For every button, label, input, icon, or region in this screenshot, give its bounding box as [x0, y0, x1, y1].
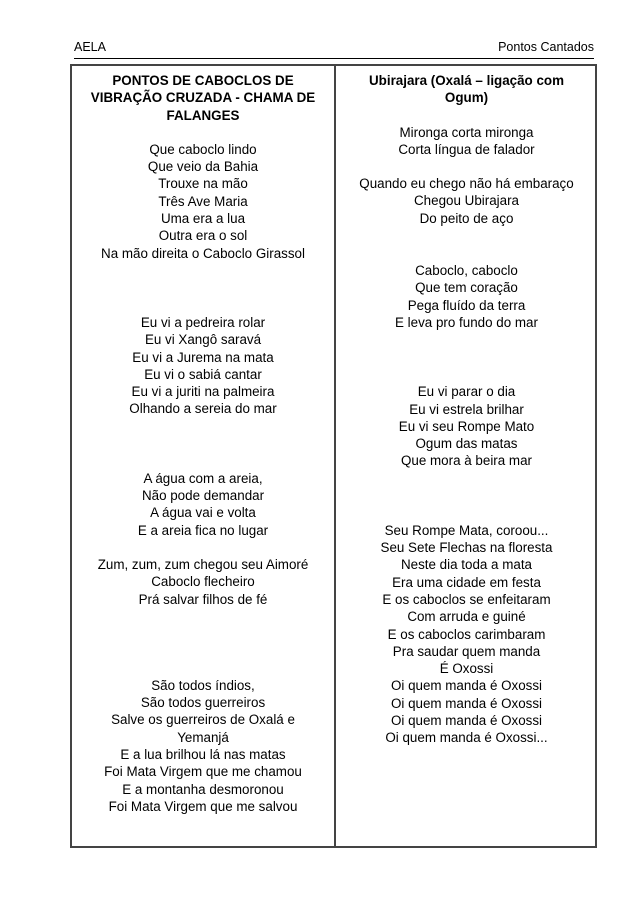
verse-line: Oi quem manda é Oxossi [390, 713, 543, 729]
verse-line: Mironga corta mironga [399, 124, 534, 140]
stanza [336, 124, 597, 159]
verse-line: E leva pro fundo do mar [395, 314, 538, 330]
verse-line: Eu vi estrela brilhar [409, 401, 524, 417]
stanza [336, 383, 597, 469]
verse-line: Eu vi seu Rompe Mato [398, 418, 535, 434]
verse-line: E os caboclos carimbaram [387, 626, 546, 642]
verse-line: Caboclo, caboclo [415, 263, 518, 279]
verse-line: Caboclo flecheiro [151, 574, 255, 590]
verse-line: Eu vi parar o dia [417, 384, 516, 400]
right-title [336, 72, 597, 107]
stanza [336, 262, 597, 331]
title-line: PONTOS DE CABOCLOS DE [112, 73, 294, 88]
verse-line: Do peito de aço [419, 210, 514, 226]
verse-line: A água com a areia, [143, 470, 263, 486]
title-line: Ogum) [444, 90, 489, 106]
verse-line: Outra era o sol [158, 228, 248, 244]
verse-line: Zum, zum, zum chegou seu Aimoré [97, 556, 309, 572]
left-column [72, 66, 334, 815]
verse-line: Pra saudar quem manda [392, 643, 541, 659]
verse-line: Eu vi a pedreira rolar [140, 314, 266, 330]
verse-line: Trouxe na mão [158, 176, 248, 192]
verse-line: Que mora à beira mar [401, 453, 532, 469]
verse-line: Era uma cidade em festa [392, 574, 541, 590]
verse-line: Oi quem manda é Oxossi [390, 678, 543, 694]
verse-line: Salve os guerreiros de Oxalá e [111, 712, 295, 728]
verse-line: Oi quem manda é Oxossi [390, 695, 543, 711]
verse-line: Neste dia toda a mata [400, 557, 532, 573]
verse-line: Eu vi o sabiá cantar [144, 366, 262, 382]
verse-line: Com arruda e guiné [407, 609, 526, 625]
verse-line: Uma era a lua [160, 211, 246, 227]
stanza [336, 175, 597, 227]
verse-line: Quando eu chego não há embaraço [359, 176, 574, 192]
title-line: VIBRAÇÃO CRUZADA - CHAMA DE [90, 90, 316, 106]
verse-line: Foi Mata Virgem que me chamou [104, 764, 302, 780]
page-header [74, 40, 594, 59]
left-title [72, 72, 334, 124]
title-line: FALANGES [166, 107, 240, 123]
verse-line: Que veio da Bahia [147, 159, 259, 175]
header-org: AELA [74, 40, 106, 54]
verse-line: Chegou Ubirajara [414, 193, 519, 209]
verse-line: Foi Mata Virgem que me salvou [108, 798, 298, 814]
verse-line: E a areia fica no lugar [137, 522, 269, 538]
verse-line: Eu vi a Jurema na mata [132, 349, 274, 365]
verse-line: Que caboclo lindo [149, 141, 257, 157]
verse-line: Eu vi a juriti na palmeira [131, 384, 275, 400]
verse-line: Olhando a sereia do mar [129, 401, 277, 417]
verse-line: Corta língua de falador [398, 141, 535, 157]
verse-line: Três Ave Maria [158, 193, 248, 209]
verse-line: Eu vi Xangô saravá [144, 332, 262, 348]
stanza [72, 470, 334, 539]
verse-line: Oi quem manda é Oxossi... [385, 730, 548, 746]
title-line: Ubirajara (Oxalá – ligação com [369, 73, 564, 88]
verse-line: Não pode demandar [141, 488, 265, 504]
verse-line: Na mão direita o Caboclo Girassol [101, 245, 305, 261]
stanza [336, 522, 597, 747]
verse-line: Yemanjá [177, 729, 229, 745]
stanza [72, 141, 334, 262]
verse-line: Seu Rompe Mata, coroou... [384, 522, 549, 538]
stanza [72, 556, 334, 608]
verse-line: É Oxossi [439, 661, 494, 677]
right-column [336, 66, 597, 747]
verse-line: Seu Sete Flechas na floresta [380, 540, 553, 556]
verse-line: São todos guerreiros [140, 695, 266, 711]
verse-line: A água vai e volta [150, 505, 256, 521]
verse-line: Que tem coração [415, 280, 518, 296]
verse-line: Ogum das matas [415, 436, 518, 452]
header-section: Pontos Cantados [498, 40, 594, 54]
verse-line: E a lua brilhou lá nas matas [120, 747, 286, 763]
verse-line: Prá salvar filhos de fé [138, 591, 268, 607]
verse-line: São todos índios, [151, 677, 255, 693]
verse-line: E a montanha desmoronou [122, 781, 284, 797]
verse-line: E os caboclos se enfeitaram [382, 591, 551, 607]
stanza [72, 677, 334, 815]
verse-line: Pega fluído da terra [407, 297, 526, 313]
stanza [72, 314, 334, 418]
lyrics-table [70, 64, 597, 848]
